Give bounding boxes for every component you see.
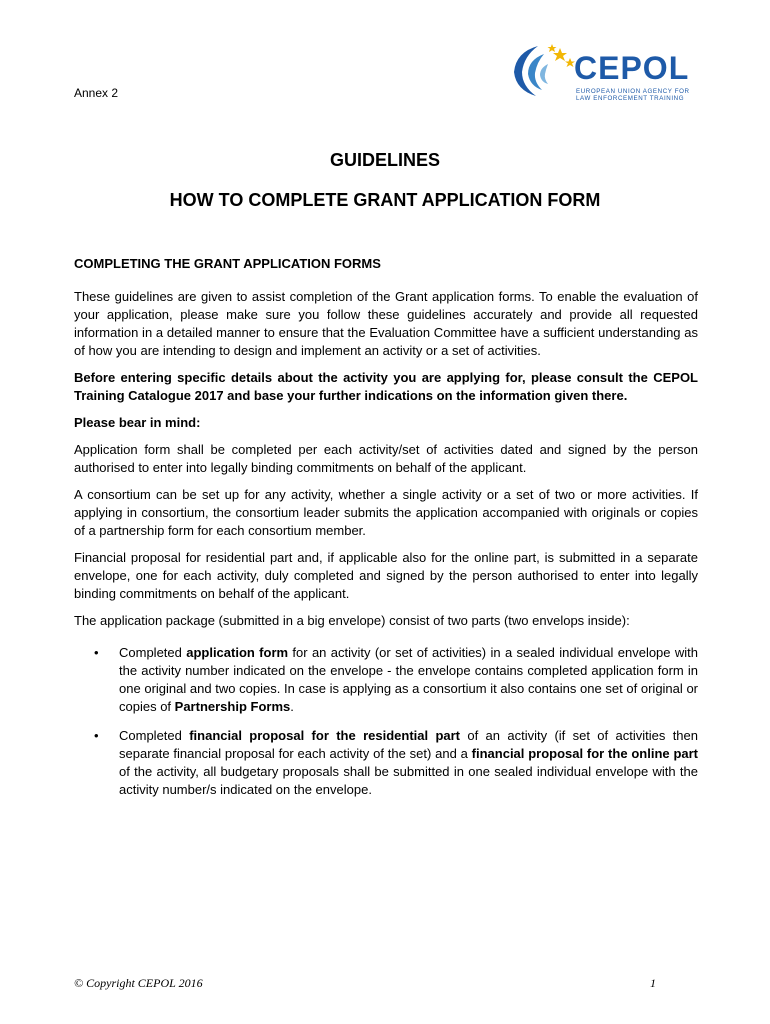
bullet-icon: • <box>94 645 99 660</box>
list-item: • Completed financial proposal for the residential part of an activity (if set of activities then separate financial proposal for each activity of the set) and a financial proposal for the online part of the activity, all budgetary proposals shall be submitted in one sealed individual envelope with the activity number/s indicated on the envelope. <box>94 728 698 797</box>
logo-tagline-line1: EUROPEAN UNION AGENCY FOR <box>576 88 690 95</box>
cepol-logo <box>508 42 708 104</box>
bullet-icon: • <box>94 728 99 743</box>
intro-paragraph: These guidelines are given to assist completion of the Grant application forms. To enable the evaluation of your application, please make sure you follow these guidelines accurately and provide all requested information in a detailed manner to ensure that the Evaluation Committee have a sufficient understanding as of how you are intending to design and implement an activity or a set of activities. <box>74 289 698 358</box>
paragraph-consortium: A consortium can be set up for any activity, whether a single activity or a set of two or more activities. If applying in consortium, the consortium leader submits the application accompanied with originals or copies of a partnership form for each consortium member. <box>74 487 698 538</box>
annex-label: Annex 2 <box>74 86 119 100</box>
cepol-emblem-icon <box>508 42 578 104</box>
logo-tagline-line2: LAW ENFORCEMENT TRAINING <box>576 95 685 102</box>
list-item: • Completed application form for an activity (or set of activities) in a sealed individual envelope with the activity number indicated on the envelope - the envelope contains completed application form in one original and two copies. In case is applying as a consortium it also contains one set of original or copies of Partnership Forms. <box>94 645 698 714</box>
document-body <box>74 255 698 810</box>
section-heading: COMPLETING THE GRANT APPLICATION FORMS <box>74 256 381 271</box>
document-title: GUIDELINES <box>329 150 440 170</box>
paragraph-financial-proposal: Financial proposal for residential part and, if applicable also for the online part, is submitted in a separate envelope, one for each activity, duly completed and signed by the person authorised to enter into legally binding commitments on behalf of the applicant. <box>74 550 698 601</box>
paragraph-application-package: The application package (submitted in a big envelope) consist of two parts (two envelops inside): <box>74 613 630 628</box>
footer-page-number: 1 <box>650 976 656 990</box>
document-subtitle: HOW TO COMPLETE GRANT APPLICATION FORM <box>169 190 601 210</box>
logo-tagline <box>576 88 690 102</box>
logo-wordmark: CEPOL <box>574 50 690 86</box>
footer-copyright: © Copyright CEPOL 2016 <box>74 976 203 990</box>
paragraph-application-form: Application form shall be completed per each activity/set of activities dated and signed by the person authorised to enter into legally binding commitments on behalf of the applicant. <box>74 442 698 475</box>
package-parts-list <box>74 644 698 799</box>
consult-note: Before entering specific details about the activity you are applying for, please consult the CEPOL Training Catalogue 2017 and base your further indications on the information given there. <box>74 370 698 403</box>
bear-in-mind-heading: Please bear in mind: <box>74 415 201 430</box>
